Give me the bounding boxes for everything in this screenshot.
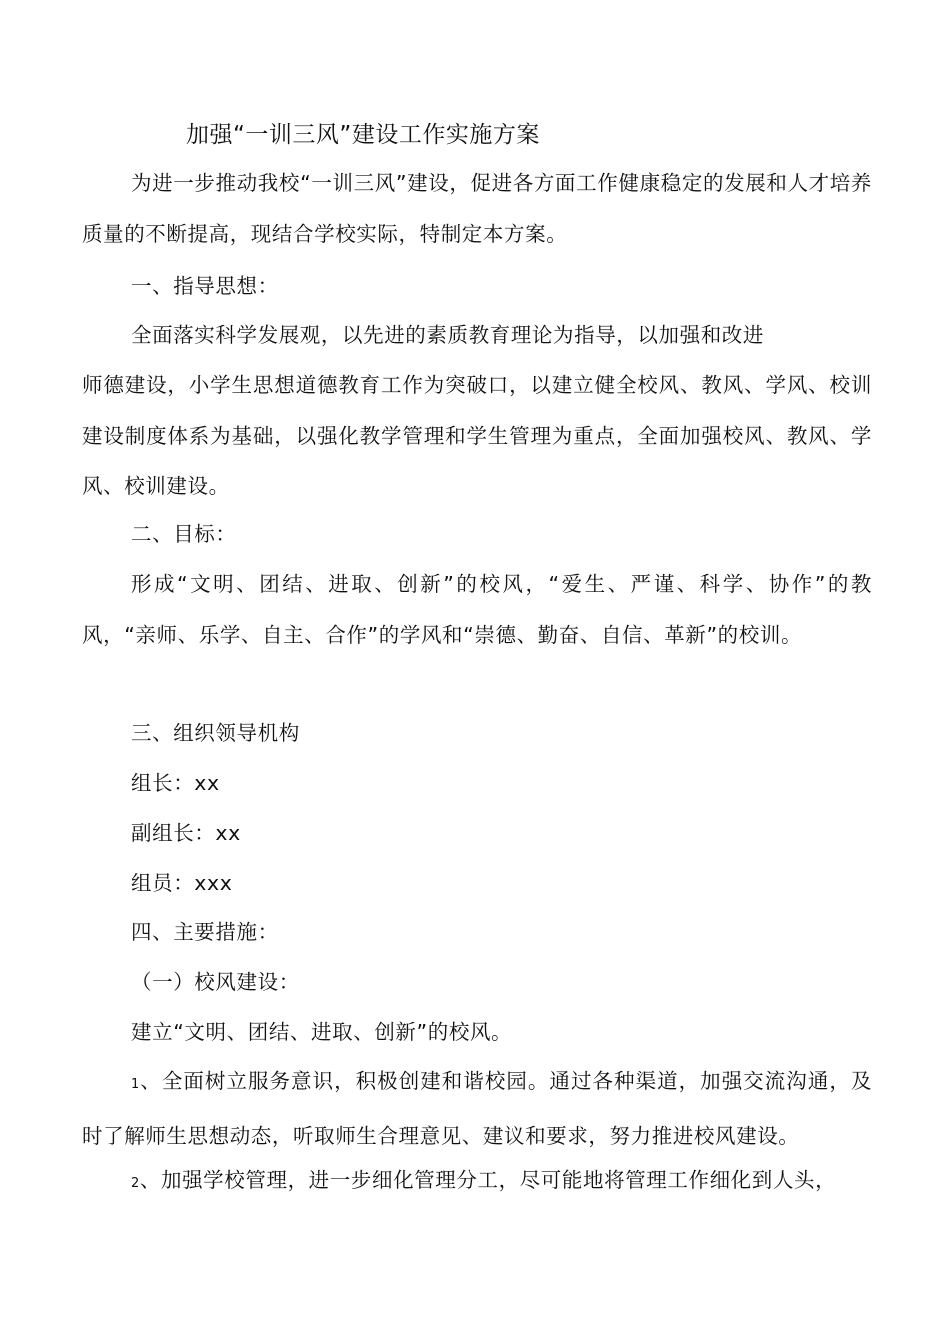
section-2-body: 形成“文明、团结、进取、创新”的校风，“爱生、严谨、科学、协作”的教风，“亲师、乐学、自主、合作”的学风和“崇德、勤奋、自信、革新”的校训。 <box>82 572 872 647</box>
intro-paragraph: 为进一步推动我校“一训三风”建设，促进各方面工作健康稳定的发展和人才培养质量的不断提高，现结合学校实际，特制定本方案。 <box>82 171 872 246</box>
subsection-1-goal: 建立“文明、团结、进取、创新”的校风。 <box>131 1020 513 1044</box>
section-3-heading: 三、组织领导机构 <box>131 721 300 745</box>
measure-item-1 <box>82 1056 872 1161</box>
item-1-number: 1 <box>131 1077 140 1092</box>
section-1-body: 师德建设，小学生思想道德教育工作为突破口，以建立健全校风、教风、学风、校训建设制度体系为基础，以强化教学管理和学生管理为重点，全面加强校风、教风、学风、校训建设。 <box>82 373 872 498</box>
item-2-number: 2 <box>131 1176 140 1191</box>
document-title: 加强“一训三风”建设工作实施方案 <box>186 122 540 148</box>
section-1-heading: 一、指导思想： <box>131 274 279 298</box>
leader-line: 组长：xx <box>131 771 220 795</box>
measure-item-2 <box>131 1155 836 1210</box>
section-2-heading: 二、目标： <box>131 522 237 546</box>
section-4-heading: 四、主要措施： <box>131 920 279 944</box>
vice-leader-line: 副组长：xx <box>131 821 241 845</box>
section-1-first-line: 全面落实科学发展观，以先进的素质教育理论为指导，以加强和改进 <box>131 323 764 347</box>
subsection-1-heading: （一）校风建设： <box>131 970 300 994</box>
item-2-text: 、加强学校管理，进一步细化管理分工，尽可能地将管理工作细化到人头， <box>139 1168 837 1192</box>
item-1-text: 、全面树立服务意识，积极创建和谐校园。通过各种渠道，加强交流沟通，及时了解师生思想动态，听取师生合理意见、建议和要求，努力推进校风建设。 <box>82 1069 872 1148</box>
members-line: 组员：xxx <box>131 871 233 895</box>
